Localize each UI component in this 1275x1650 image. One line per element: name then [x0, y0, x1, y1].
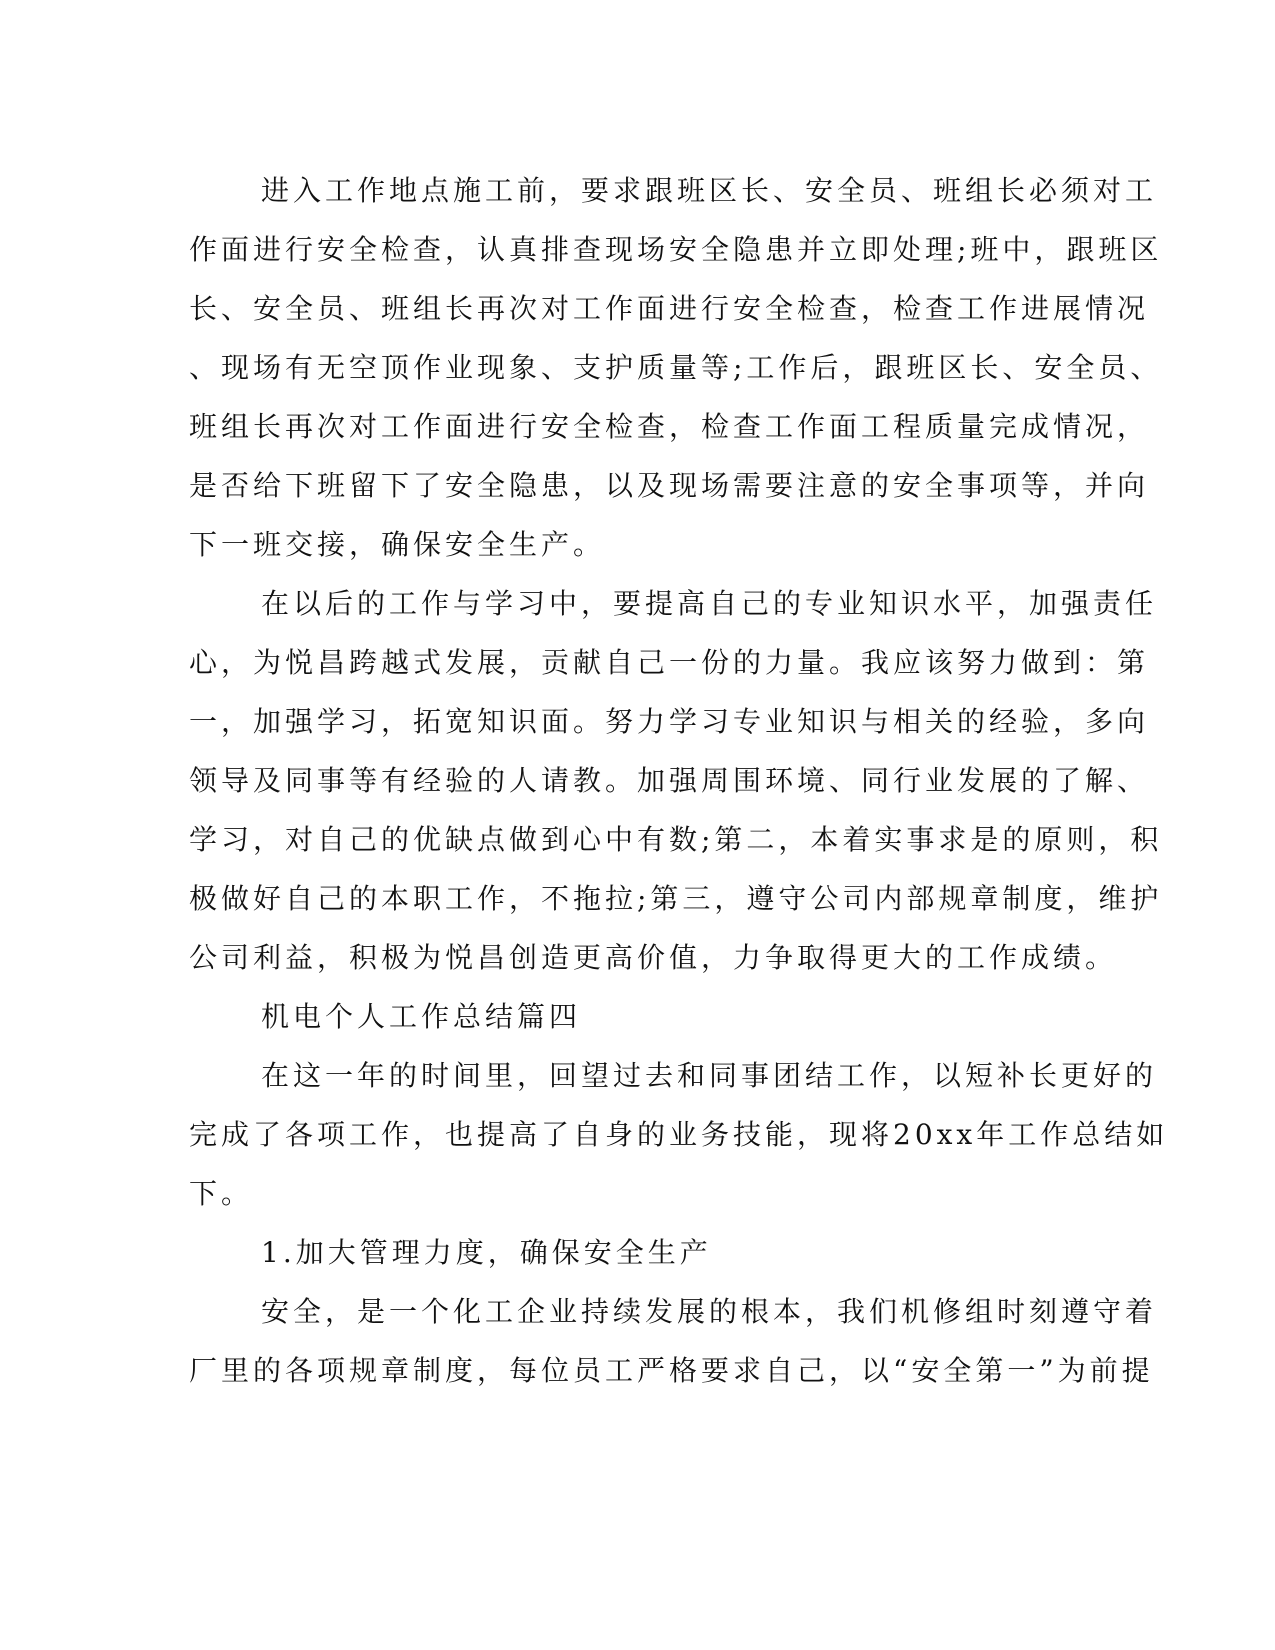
paragraph-1-line-1: 进入工作地点施工前，要求跟班区长、安全员、班组长必须对工	[261, 174, 1158, 207]
paragraph-1-line-5: 班组长再次对工作面进行安全检查，检查工作面工程质量完成情况，	[189, 410, 1150, 443]
paragraph-2-line-3: 一，加强学习，拓宽知识面。努力学习专业知识与相关的经验，多向	[189, 705, 1150, 738]
subheading-1: 1.加大管理力度，确保安全生产	[261, 1236, 712, 1269]
paragraph-1-line-7: 下一班交接，确保安全生产。	[189, 528, 606, 561]
paragraph-1-line-2: 作面进行安全检查，认真排查现场安全隐患并立即处理;班中，跟班区	[189, 233, 1163, 266]
paragraph-2-line-7: 公司利益，积极为悦昌创造更高价值，力争取得更大的工作成绩。	[189, 941, 1118, 974]
paragraph-2-line-6: 极做好自己的本职工作，不拖拉;第三，遵守公司内部规章制度，维护	[189, 882, 1163, 915]
section-heading: 机电个人工作总结篇四	[261, 1000, 582, 1033]
paragraph-3-line-3: 下。	[189, 1177, 254, 1210]
paragraph-1-line-4: 、现场有无空顶作业现象、支护质量等;工作后，跟班区长、安全员、	[189, 351, 1163, 384]
paragraph-1-line-3: 长、安全员、班组长再次对工作面进行安全检查，检查工作进展情况	[189, 292, 1150, 325]
paragraph-1-line-6: 是否给下班留下了安全隐患，以及现场需要注意的安全事项等，并向	[189, 469, 1150, 502]
paragraph-4-line-1: 安全，是一个化工企业持续发展的根本，我们机修组时刻遵守着	[261, 1295, 1158, 1328]
document-body	[189, 161, 1169, 1400]
paragraph-4-line-2: 厂里的各项规章制度，每位员工严格要求自己，以“安全第一”为前提	[189, 1354, 1154, 1387]
paragraph-2-line-4: 领导及同事等有经验的人请教。加强周围环境、同行业发展的了解、	[189, 764, 1150, 797]
paragraph-2-line-5: 学习，对自己的优缺点做到心中有数;第二，本着实事求是的原则，积	[189, 823, 1163, 856]
paragraph-3-line-2: 完成了各项工作，也提高了自身的业务技能，现将20xx年工作总结如	[189, 1118, 1169, 1151]
paragraph-2-line-1: 在以后的工作与学习中，要提高自己的专业知识水平，加强责任	[261, 587, 1158, 620]
paragraph-3-line-1: 在这一年的时间里，回望过去和同事团结工作，以短补长更好的	[261, 1059, 1158, 1092]
paragraph-2-line-2: 心，为悦昌跨越式发展，贡献自己一份的力量。我应该努力做到：第	[189, 646, 1150, 679]
